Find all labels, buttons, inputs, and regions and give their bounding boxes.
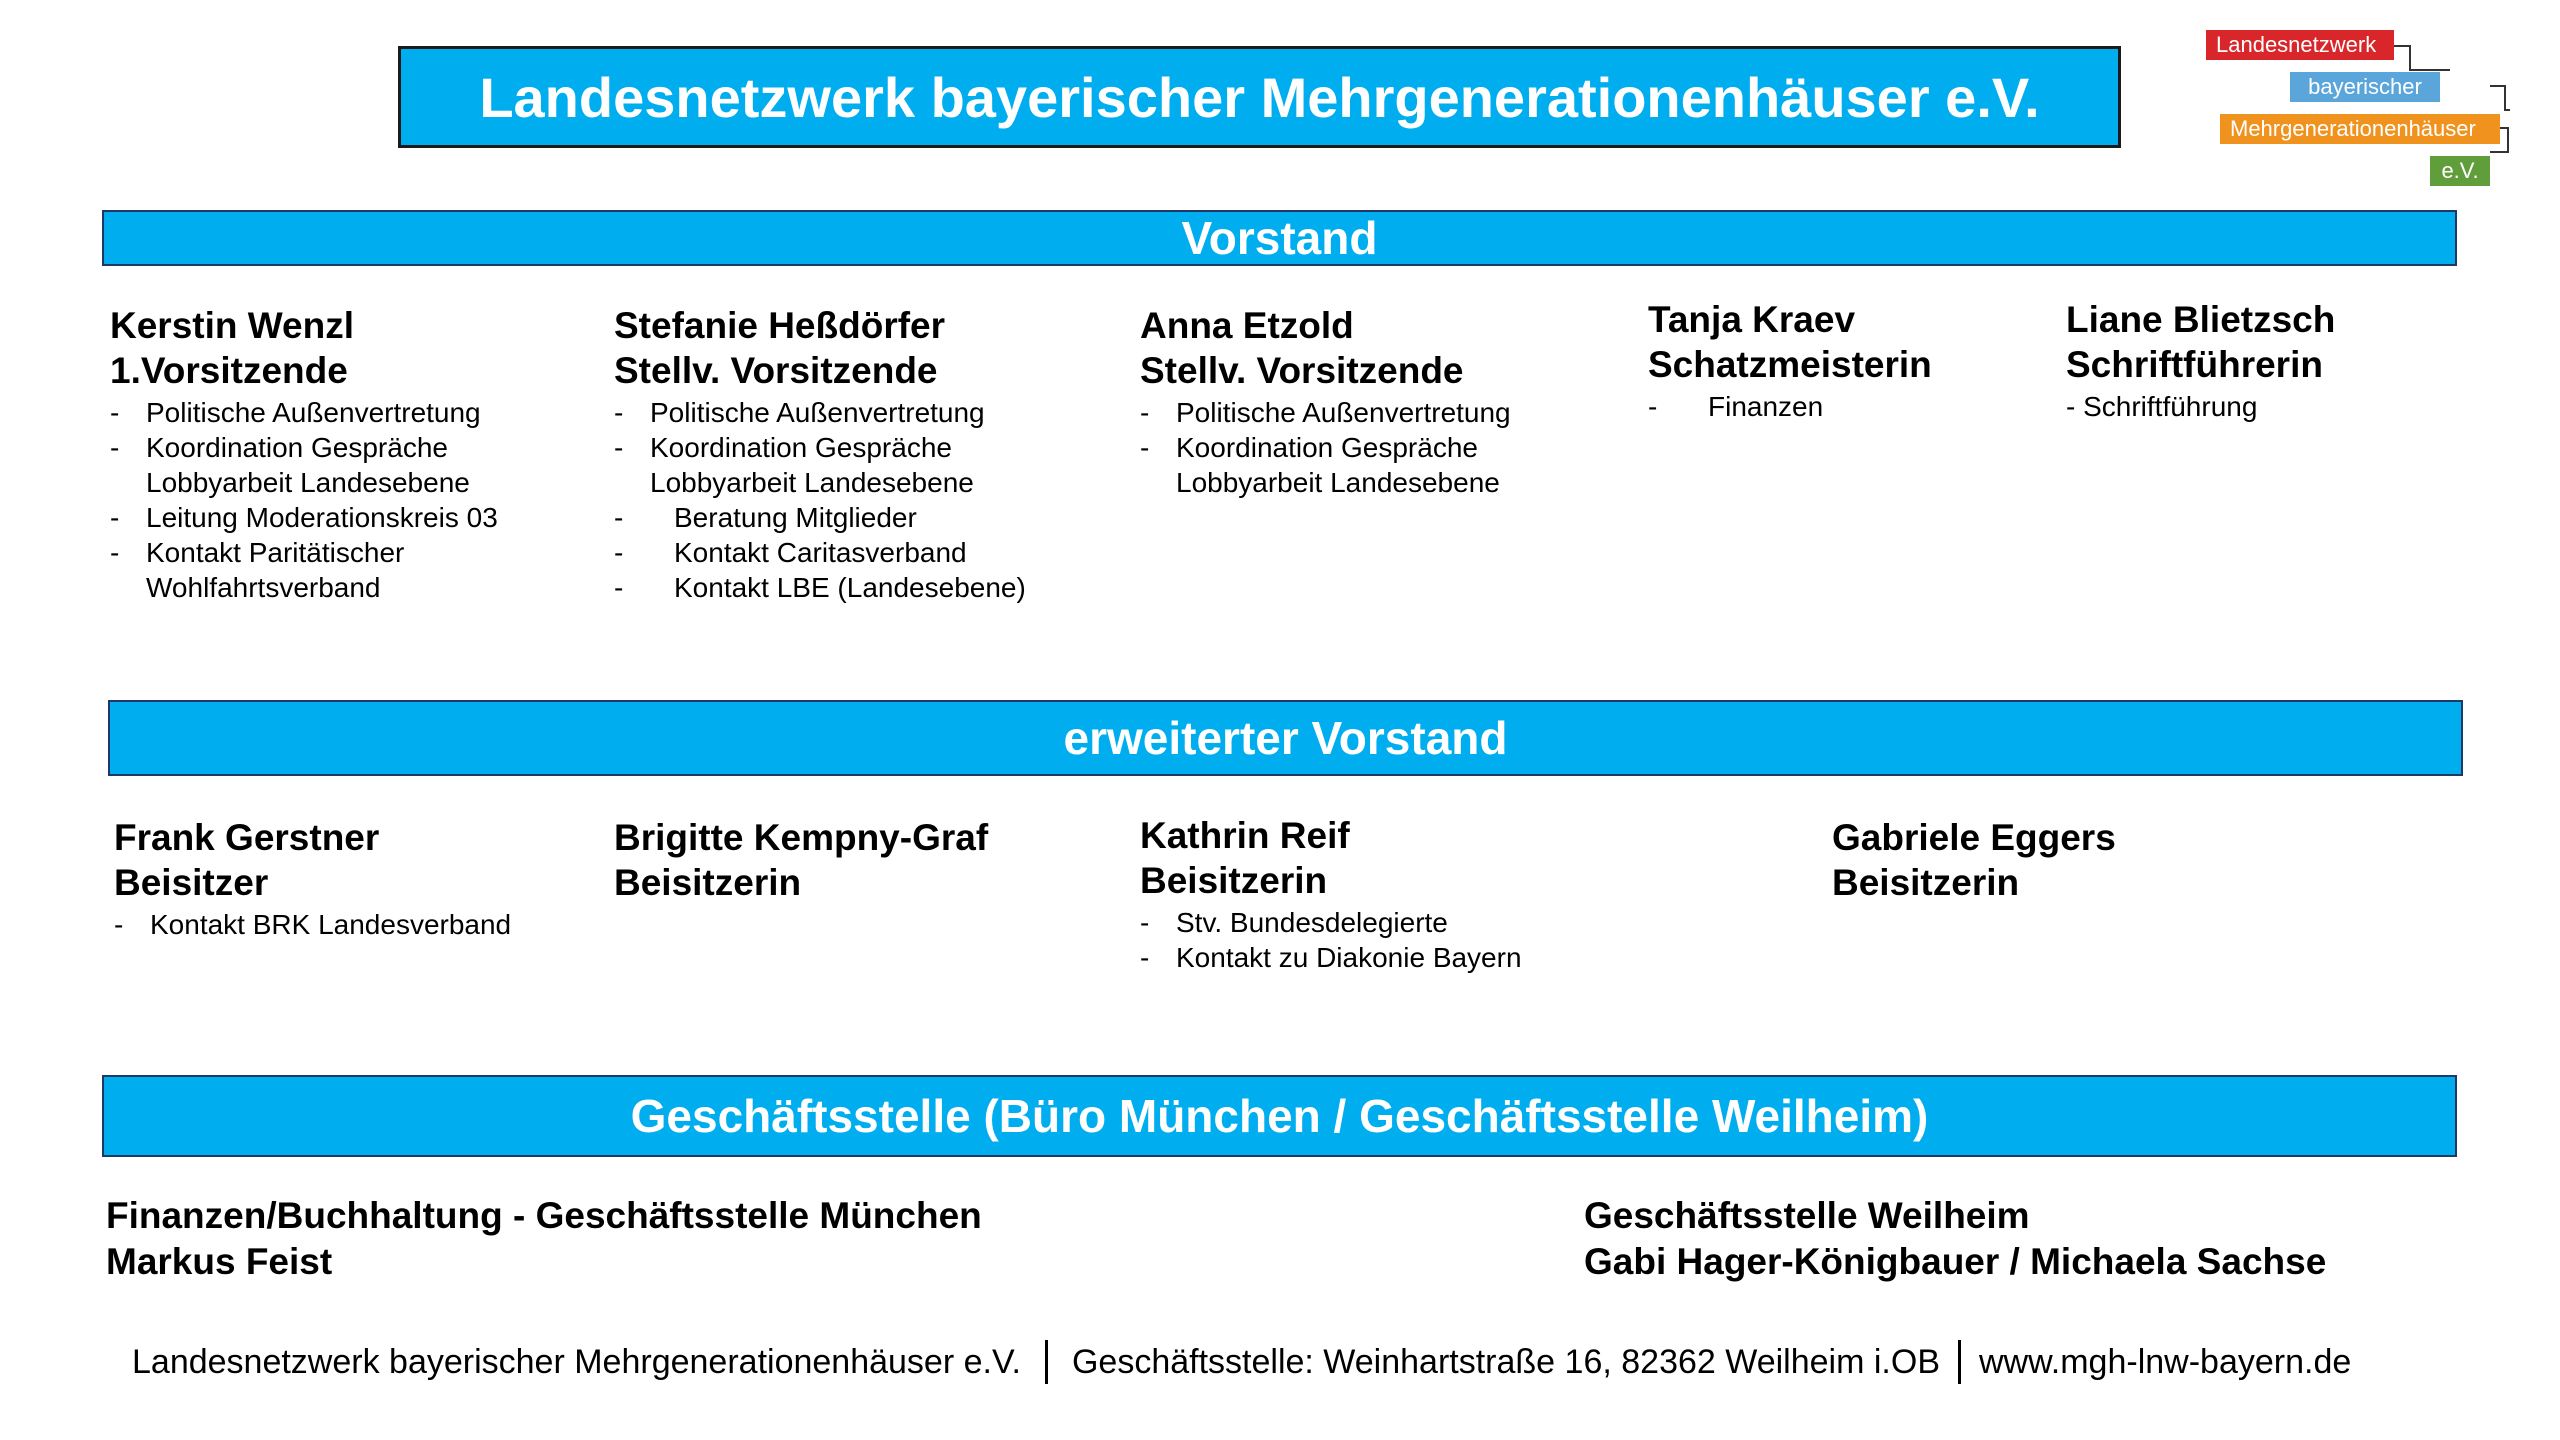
task-list-indented — [614, 500, 1026, 605]
task-list — [1140, 905, 1522, 975]
member-name: Liane Blietzsch — [2066, 299, 2336, 340]
task-list — [110, 395, 530, 605]
member-name: Stefanie Heßdörfer — [614, 305, 946, 346]
member-role: Stellv. Vorsitzende — [1140, 350, 1464, 391]
task-list — [1648, 389, 1932, 424]
member-name: Kathrin Reif — [1140, 815, 1350, 856]
footer-org: Landesnetzwerk bayerischer Mehrgenerationenhäuser e.V. — [132, 1342, 1021, 1381]
footer-website-link[interactable]: www.mgh-lnw-bayern.de — [1979, 1342, 2352, 1381]
task-item: - Koordination Gespräche Lobbyarbeit Landesebene — [614, 430, 1014, 500]
task-item: - Beratung Mitglieder — [614, 500, 1026, 535]
member-tanja-kraev — [1648, 297, 1932, 424]
footer-separator — [1045, 1340, 1048, 1384]
footer-separator — [1958, 1340, 1961, 1384]
member-role: Beisitzerin — [1140, 860, 1328, 901]
member-name: Gabriele Eggers — [1832, 817, 2116, 858]
office-muenchen — [106, 1193, 982, 1285]
task-note: - Schriftführung — [2066, 391, 2258, 422]
member-kathrin-reif — [1140, 813, 1522, 975]
member-role: Stellv. Vorsitzende — [614, 350, 938, 391]
task-item: - Kontakt LBE (Landesebene) — [614, 570, 1026, 605]
member-name: Anna Etzold — [1140, 305, 1354, 346]
office-title: Finanzen/Buchhaltung - Geschäftsstelle München — [106, 1195, 982, 1236]
task-item: - Koordination Gespräche Lobbyarbeit Landesebene — [110, 430, 530, 500]
task-item: - Kontakt BRK Landesverband — [114, 907, 511, 942]
task-item: - Finanzen — [1648, 389, 1932, 424]
vorstand-banner: Vorstand — [102, 210, 2457, 266]
task-item: - Politische Außenvertretung — [614, 395, 1014, 430]
logo-line-4: e.V. — [2430, 156, 2490, 186]
logo-line-1: Landesnetzwerk — [2206, 30, 2394, 60]
member-role: Beisitzerin — [614, 862, 802, 903]
member-role: Beisitzerin — [1832, 862, 2020, 903]
page-title: Landesnetzwerk bayerischer Mehrgenerationenhäuser e.V. — [398, 46, 2121, 148]
task-item: - Leitung Moderationskreis 03 — [110, 500, 530, 535]
member-gabriele-eggers — [1832, 815, 2116, 905]
logo-line-3: Mehrgenerationenhäuser — [2220, 114, 2500, 144]
member-name: Frank Gerstner — [114, 817, 380, 858]
office-staff: Markus Feist — [106, 1241, 333, 1282]
geschaeftsstelle-banner: Geschäftsstelle (Büro München / Geschäftsstelle Weilheim) — [102, 1075, 2457, 1157]
member-role: Schatzmeisterin — [1648, 344, 1932, 385]
logo-line-2: bayerischer — [2290, 72, 2440, 102]
task-item: - Koordination Gespräche Lobbyarbeit Landesebene — [1140, 430, 1540, 500]
erweiterter-vorstand-banner: erweiterter Vorstand — [108, 700, 2463, 776]
member-frank-gerstner — [114, 815, 511, 942]
member-name: Brigitte Kempny-Graf — [614, 817, 989, 858]
footer-address: Geschäftsstelle: Weinhartstraße 16, 82362 Weilheim i.OB — [1071, 1342, 1940, 1381]
member-name: Tanja Kraev — [1648, 299, 1856, 340]
member-role: Beisitzer — [114, 862, 269, 903]
member-brigitte-kempny-graf — [614, 815, 988, 905]
member-liane-blietzsch — [2066, 297, 2335, 424]
task-item: - Kontakt Paritätischer Wohlfahrtsverband — [110, 535, 530, 605]
task-item: - Stv. Bundesdelegierte — [1140, 905, 1522, 940]
task-list — [114, 907, 511, 942]
member-name: Kerstin Wenzl — [110, 305, 354, 346]
task-list — [1140, 395, 1540, 500]
member-role: 1.Vorsitzende — [110, 350, 348, 391]
task-item: - Kontakt Caritasverband — [614, 535, 1026, 570]
task-item: - Politische Außenvertretung — [1140, 395, 1540, 430]
task-item: - Politische Außenvertretung — [110, 395, 530, 430]
member-anna-etzold — [1140, 303, 1540, 500]
office-title: Geschäftsstelle Weilheim — [1584, 1195, 2030, 1236]
member-role: Schriftführerin — [2066, 344, 2323, 385]
task-item: - Kontakt zu Diakonie Bayern — [1140, 940, 1522, 975]
office-staff: Gabi Hager-Königbauer / Michaela Sachse — [1584, 1241, 2327, 1282]
office-weilheim — [1584, 1193, 2326, 1285]
task-list — [614, 395, 1014, 500]
footer — [132, 1340, 2351, 1384]
organization-logo — [2200, 28, 2520, 198]
member-stefanie-hessdoerfer — [614, 303, 1026, 605]
member-kerstin-wenzl — [110, 303, 530, 605]
